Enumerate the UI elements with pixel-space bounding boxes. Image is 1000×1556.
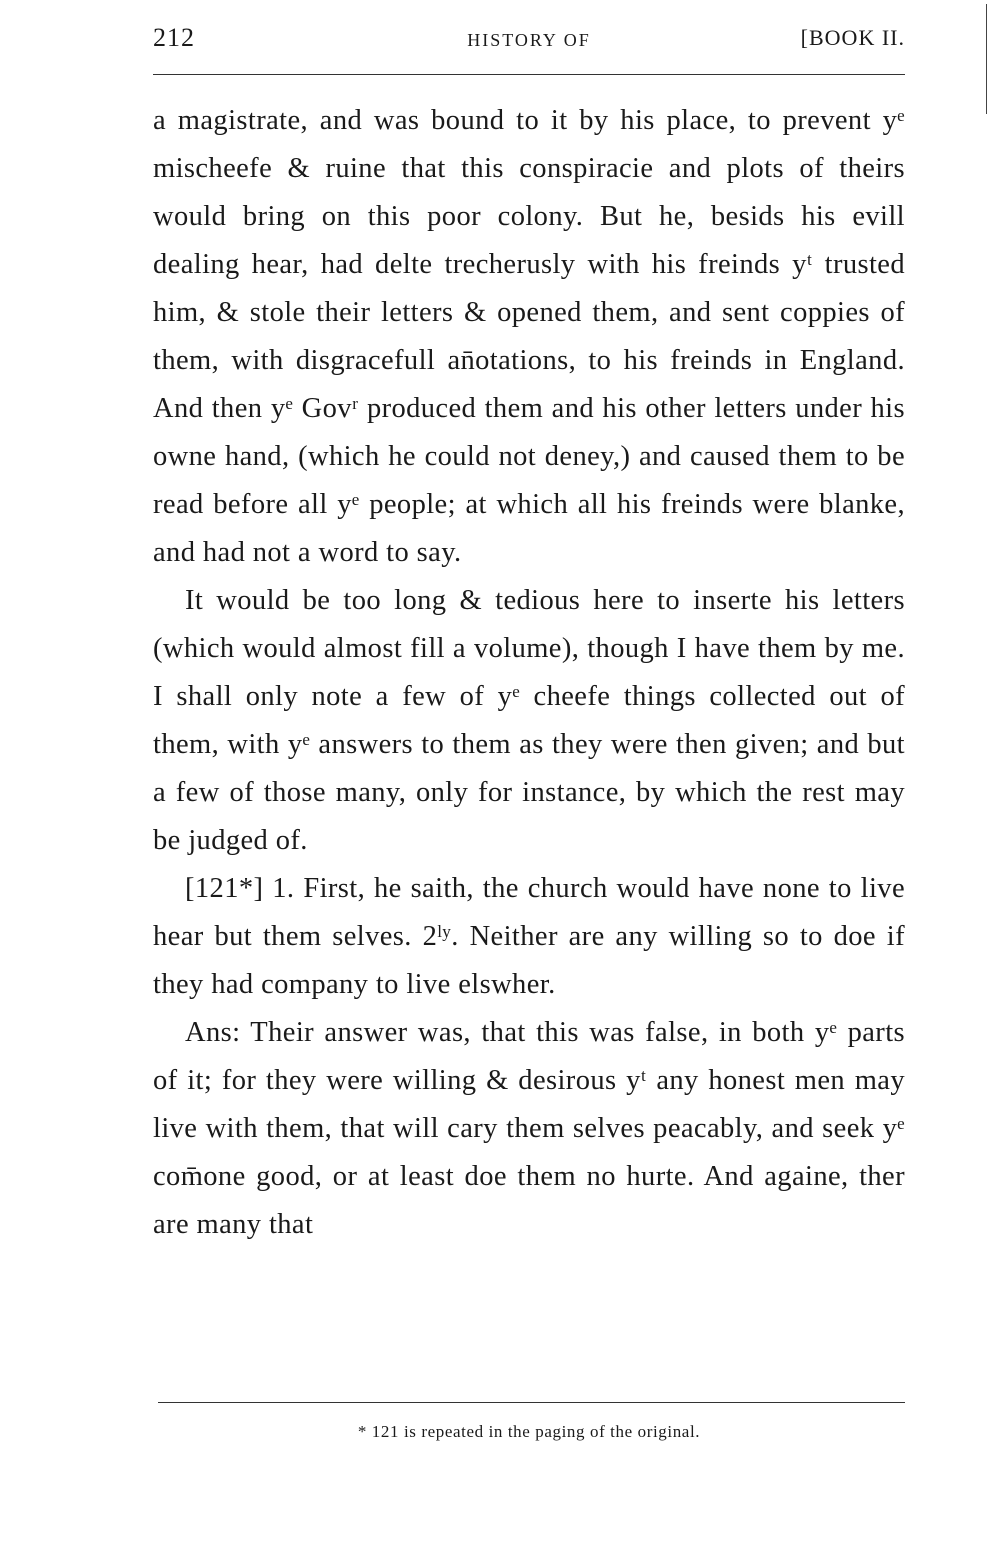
footnote-rule [158, 1402, 905, 1403]
margin-edge-mark [986, 4, 987, 114]
paragraph-4: Ans: Their answer was, that this was false, in both yᵉ parts of it; for they were willing & desirous yᵗ any honest men may live with them, that will cary them selves peacably, and seek yᵉ com̄one good, or at least doe them no hurte. And againe, ther are many that [153, 1017, 905, 1240]
footnote: * 121 is repeated in the paging of the original. [357, 1422, 701, 1441]
page-number: 212 [153, 23, 195, 52]
body-text [153, 97, 905, 1249]
book-reference: [BOOK II. [800, 25, 905, 50]
header-rule [153, 74, 905, 75]
book-page [153, 0, 905, 1556]
running-head [153, 20, 905, 56]
paragraph-2: It would be too long & tedious here to inserte his letters (which would almost fill a volume), though I have them by me. I shall only note a few of yᵉ cheefe things collected out of them, with yᵉ answers to them as they were then given; and but a few of those many, only for instance, by which the rest may be judged of. [153, 585, 905, 856]
running-title: HISTORY OF [467, 30, 591, 50]
paragraph-1: a magistrate, and was bound to it by his place, to prevent yᵉ mischeefe & ruine that this conspiracie and plots of theirs would bring on this poor colony. But he, besids his evill dealing hear, had delte trecherusly with his freinds yᵗ trusted him, & stole their letters & opened them, and sent coppies of them, with disgracefull an̄otations, to his freinds in England. And then yᵉ Govʳ produced them and his other letters under his owne hand, (which he could not deney,) and caused them to be read before all yᵉ people; at which all his freinds were blanke, and had not a word to say. [153, 105, 905, 568]
paragraph-3: [121*] 1. First, he saith, the church would have none to live hear but them selves. 2ˡʸ. Neither are any willing so to doe if they had company to live elswher. [153, 873, 905, 1000]
